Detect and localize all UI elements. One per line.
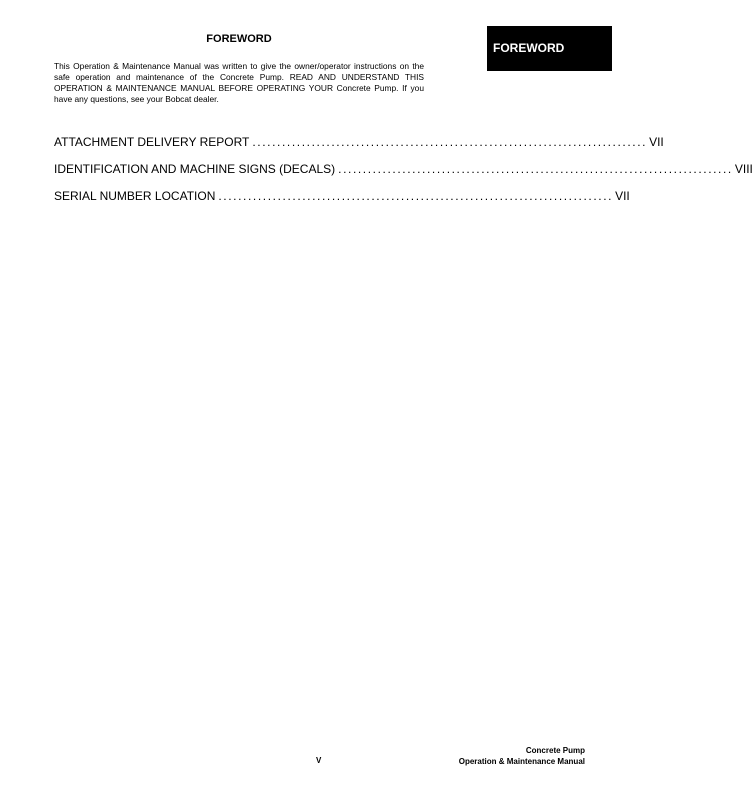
footer [459, 745, 585, 767]
footer-manual-name: Operation & Maintenance Manual [458, 757, 585, 766]
intro-paragraph: This Operation & Maintenance Manual was written to give the owner/operator instructions on the safe operation and maintenance of the Concrete Pump. READ AND UNDERSTAND THIS OPERATION & MAINTENANCE MANUAL BEFORE OPERATING YOUR Concrete Pump. If you have any questions, see your Bobcat dealer. [54, 61, 424, 104]
toc-leader-dots: ................................................................................ [252, 135, 648, 149]
toc-entry[interactable] [54, 162, 753, 189]
toc-entry[interactable] [54, 135, 664, 162]
toc-entry-page: VII [615, 189, 630, 203]
toc-leader-dots: ................................................................................ [218, 189, 614, 203]
table-of-contents [54, 135, 753, 216]
toc-leader-dots: ................................................................................ [338, 162, 733, 176]
toc-entry-page: VII [649, 135, 664, 149]
toc-entry-label: IDENTIFICATION AND MACHINE SIGNS (DECALS) [54, 162, 336, 176]
section-tab-label: FOREWORD [493, 41, 565, 55]
toc-entry-label: ATTACHMENT DELIVERY REPORT [54, 135, 250, 149]
toc-entry[interactable] [54, 189, 630, 216]
toc-entry-page: VIII [734, 162, 753, 176]
footer-product-name: Concrete Pump [525, 746, 585, 755]
section-tab [487, 26, 612, 71]
page-title: FOREWORD [206, 33, 272, 45]
toc-entry-label: SERIAL NUMBER LOCATION [54, 189, 216, 203]
page-number: V [316, 756, 322, 765]
